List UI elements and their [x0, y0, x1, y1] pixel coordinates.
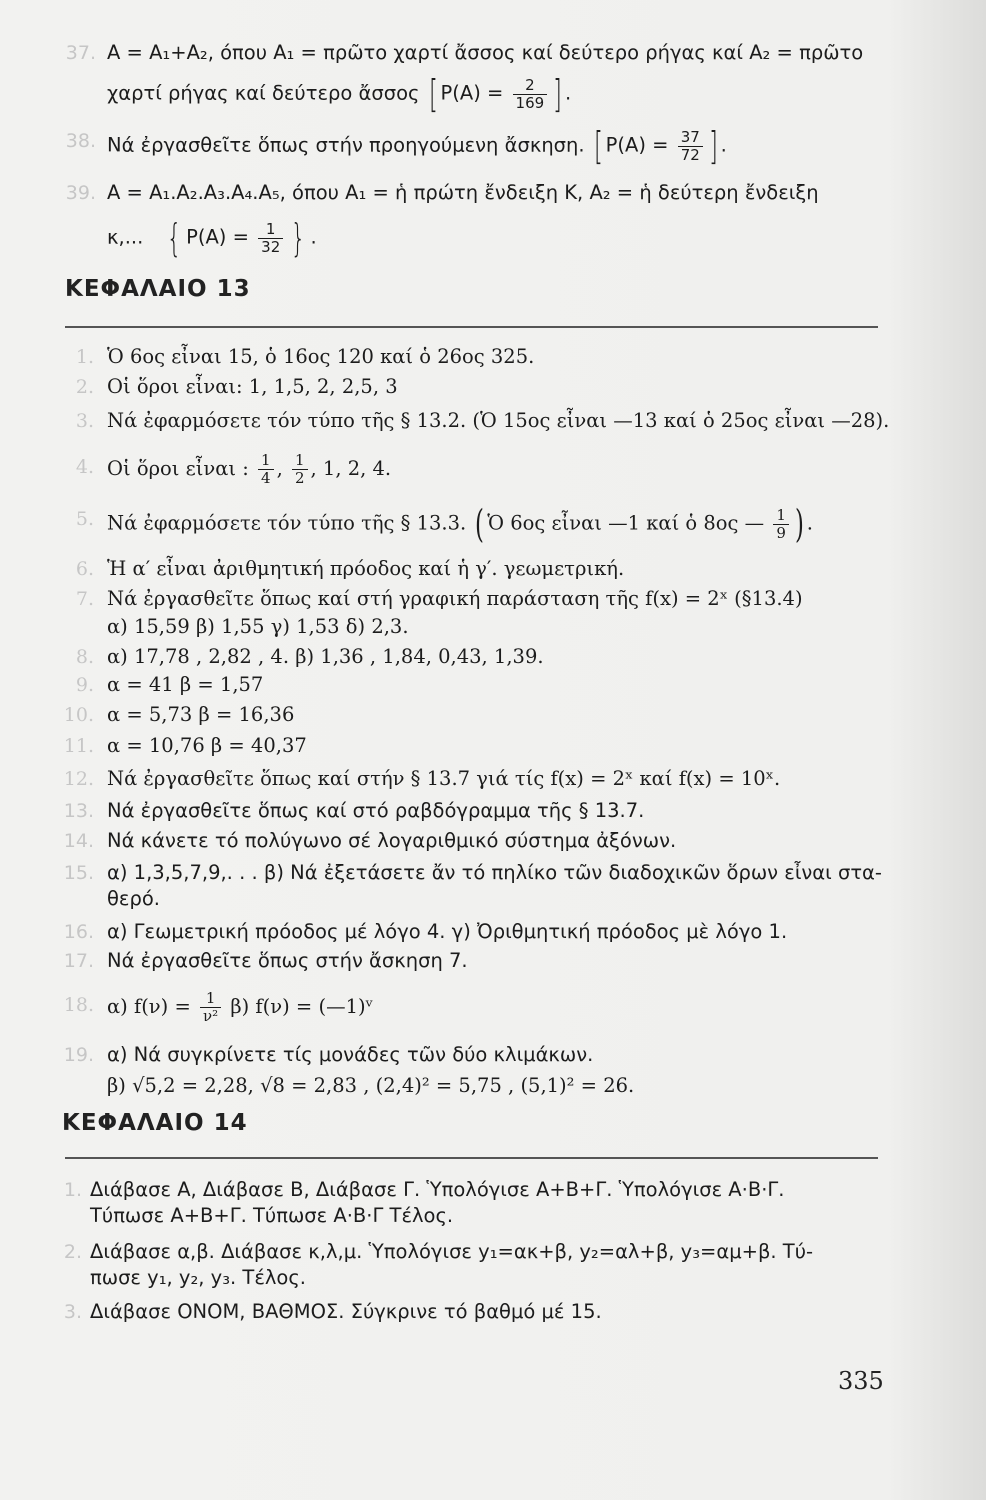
exercise-number: 3. [75, 410, 94, 432]
exercise-number: 10. [63, 704, 94, 726]
exercise-number: 5. [75, 508, 94, 530]
fraction: $\frac{1}{\text{ν²}}$ [200, 990, 221, 1025]
fraction-half: $\frac{1}{2}$ [292, 452, 308, 487]
fraction: $\frac{2}{169}$ [513, 77, 548, 112]
fraction: $\frac{1}{32}$ [258, 221, 283, 256]
exercise-text: α = 5,73 β = 16,36 [107, 703, 295, 726]
exercise-text: Νά ἐργασθεῖτε ὅπως καί στήν § 13.7 γιά τίς f(x) = 2ˣ καί f(x) = 10ˣ. [107, 767, 781, 790]
exercise-number: 6. [75, 558, 94, 580]
chapter-14-rule [65, 1157, 878, 1159]
exercise-text: Οἱ ὅροι εἶναι : [107, 457, 249, 480]
probability-label: P(A) = [186, 225, 249, 249]
exercise-text: Ἡ α′ εἶναι ἀριθμητική πρόοδος καί ἡ γ′. γεωμετρική. [107, 557, 625, 580]
probability-label: P(A) = [440, 81, 504, 105]
exercise-text-line1: α) 1,3,5,7,9,. . . β) Νά ἐξετάσετε ἄν τό πηλίκο τῶν διαδοχικῶν ὅρων εἶναι στα- [107, 861, 882, 884]
exercise-text: Οἱ ὅροι εἶναι: 1, 1,5, 2, 2,5, 3 [107, 375, 398, 398]
exercise-text: α) f(ν) = [107, 995, 191, 1018]
exercise-text-line2: πωσε y₁, y₂, y₃. Τέλος. [90, 1266, 306, 1289]
exercise-text: Νά ἐφαρμόσετε τόν τύπο τῆς § 13.3. [107, 511, 467, 535]
page-number: 335 [838, 1367, 884, 1395]
exercise-number: 14. [63, 830, 94, 852]
fraction: $\frac{37}{72}$ [678, 129, 703, 164]
exercise-number: 38. [65, 130, 96, 152]
exercise-number: 11. [63, 735, 94, 757]
exercise-text: Νά κάνετε τό πολύγωνο σέ λογαριθμικό σύστημα ἀξόνων. [107, 829, 677, 852]
exercise-text: Ὁ 6ος εἶναι 15, ὁ 16ος 120 καί ὁ 26ος 325. [107, 345, 535, 368]
exercise-number: 9. [75, 674, 94, 696]
exercise-number: 7. [75, 588, 94, 610]
chapter-14-heading: ΚΕΦΑΛΑΙΟ 14 [62, 1110, 248, 1136]
exercise-text-line1: α) Νά συγκρίνετε τίς μονάδες τῶν δύο κλιμάκων. [107, 1043, 594, 1066]
exercise-paren-text: Ὁ 6ος εἶναι —1 καί ὁ 8ος — [487, 511, 765, 535]
exercise-number: 2. [75, 376, 94, 398]
textbook-page: 37. A = A₁+A₂, όπου A₁ = πρῶτο χαρτί ἄσσος καί δεύτερο ρήγας καί A₂ = πρῶτο χαρτί ρήγας καί δεύτερο ἄσσος [ P(A) = $\frac{2}{169}$ ] . 38. Νά ἐργασθεῖτε ὅπως στήν προηγούμενη ἄσκηση. [ P(A) = $\frac{37}{72}$ ] . 39. A = A₁.A₂.A₃.A₄.A₅, όπου A₁ = ἡ πρώτη ἔνδειξη K, A₂ = ἡ δεύτερη ἔνδειξη κ,... { P(A) = $\frac{1}{32}$ } . ΚΕΦΑΛΑΙΟ 13 1. Ὁ 6ος εἶναι 15, ὁ 16ος 120 καί ὁ 26ος 325. 2. Οἱ ὅροι εἶναι: 1, 1,5, 2, 2,5, 3 3. Νά ἐφαρμόσετε τόν τύπο τῆς § 13.2. (Ὁ 15ος εἶναι —13 καί ὁ 25ος εἶναι —28). 4. Οἱ ὅροι εἶναι : $\frac{1}{4}$ , $\frac{1}{2}$ , 1, 2, 4. 5. Νά ἐφαρμόσετε τόν τύπο τῆς § 13.3. ( Ὁ 6ος εἶναι —1 καί ὁ 8ος — $\frac{1}{9}$ ) . 6. Ἡ α′ εἶναι ἀριθμητική πρόοδος καί ἡ γ′. γεωμετρική. 7. Νά ἐργασθεῖτε ὅπως καί στή γραφική παράσταση τῆς f(x) = 2ˣ (§13.4) α) 15,59 β) 1,55 γ) 1,53 δ) 2,3. 8. α) 17,78 , 2,82 , 4. β) 1,36 , 1,84, 0,43, 1,39. 9. α = 41 β = 1,57 10. α = 5,73 β = 16,36 11. α = 10,76 β = 40,37 12. Νά ἐργασθεῖτε ὅπως καί στήν § 13.7 γιά τίς f(x) = 2ˣ καί f(x) = 10ˣ. 13. Νά ἐργασθεῖτε ὅπως καί στό ραβδόγραμμα τῆς § 13.7. 14. Νά κάνετε τό πολύγωνο σέ λογαριθμικό σύστημα ἀξόνων. 15. α) 1,3,5,7,9,. . . β) Νά ἐξετάσετε ἄν τό πηλίκο τῶν διαδοχικῶν ὅρων εἶναι στα- θερό. 16. α) Γεωμετρική πρόοδος μέ λόγο 4. γ) Ὀριθμητική πρόοδος μὲ λόγο 1. 17. Νά ἐργασθεῖτε ὅπως στήν ἄσκηση 7. 18. α) f(ν) = $\frac{1}{\text{ν²}}$ β) f(ν) = (—1)ᵛ 19. α) Νά συγκρίνετε τίς μονάδες τῶν δύο κλιμάκων. β) √5,2 = 2,28, √8 = 2,83 , (2,4)² = 5,75 , (5,1)² = 26. ΚΕΦΑΛΑΙΟ 14 1. Διάβασε A, Διάβασε B, Διάβασε Γ. Ὑπολόγισε A+B+Γ. Ὑπολόγισε A·B·Γ. Τύπωσε A+B+Γ. Τύπωσε A·B·Γ Τέλος. 2. Διάβασε α,β. Διάβασε κ,λ,μ. Ὑπολόγισε y₁=ακ+β, y₂=αλ+β, y₃=αμ+β. Τύ- πωσε y₁, y₂, y₃. Τέλος. 3. Διάβασε ΟΝΟΜ, ΒΑΘΜΟΣ. Σύγκρινε τό βαθμό μέ 15. 335 [0, 0, 986, 1500]
exercise-number: 16. [63, 921, 94, 943]
exercise-text: α = 41 β = 1,57 [107, 673, 264, 696]
probability-label: P(A) = [605, 133, 669, 157]
exercise-text-line1: A = A₁+A₂, όπου A₁ = πρῶτο χαρτί ἄσσος καί δεύτερο ρήγας καί A₂ = πρῶτο [107, 41, 864, 64]
exercise-text-line1: Διάβασε α,β. Διάβασε κ,λ,μ. Ὑπολόγισε y₁=ακ+β, y₂=αλ+β, y₃=αμ+β. Τύ- [90, 1240, 814, 1263]
fraction-ninth: $\frac{1}{9}$ [773, 507, 789, 542]
exercise-number: 1. [75, 346, 94, 368]
exercise-text-line2: κ,... [107, 225, 144, 249]
exercise-text-line2: θερό. [107, 887, 160, 910]
exercise-number: 37. [65, 42, 96, 64]
chapter-13-heading: ΚΕΦΑΛΑΙΟ 13 [65, 276, 251, 302]
exercise-text: Νά ἐργασθεῖτε ὅπως καί στό ραβδόγραμμα τῆς § 13.7. [107, 799, 645, 822]
exercise-number: 2. [63, 1241, 82, 1263]
exercise-text-line2: β) √5,2 = 2,28, √8 = 2,83 , (2,4)² = 5,75 , (5,1)² = 26. [107, 1074, 635, 1097]
exercise-number: 3. [63, 1301, 82, 1323]
exercise-text-line2: α) 15,59 β) 1,55 γ) 1,53 δ) 2,3. [107, 615, 409, 638]
exercise-number: 17. [63, 950, 94, 972]
exercise-number: 13. [63, 800, 94, 822]
exercise-text: α) Γεωμετρική πρόοδος μέ λόγο 4. γ) Ὀριθμητική πρόοδος μὲ λόγο 1. [107, 920, 788, 943]
exercise-number: 4. [75, 456, 94, 478]
exercise-text-line1: A = A₁.A₂.A₃.A₄.A₅, όπου A₁ = ἡ πρώτη ἔνδειξη K, A₂ = ἡ δεύτερη ἔνδειξη [107, 181, 819, 204]
exercise-number: 8. [75, 646, 94, 668]
exercise-text: α = 10,76 β = 40,37 [107, 734, 307, 757]
exercise-text-line2: χαρτί ρήγας καί δεύτερο ἄσσος [107, 81, 420, 105]
exercise-number: 12. [63, 768, 94, 790]
exercise-text: Νά ἐφαρμόσετε τόν τύπο τῆς § 13.2. (Ὁ 15ος εἶναι —13 καί ὁ 25ος εἶναι —28). [107, 409, 890, 432]
exercise-number: 1. [63, 1179, 82, 1201]
exercise-number: 18. [63, 994, 94, 1016]
exercise-text-line1: Διάβασε A, Διάβασε B, Διάβασε Γ. Ὑπολόγισε A+B+Γ. Ὑπολόγισε A·B·Γ. [90, 1178, 785, 1201]
exercise-text: Νά ἐργασθεῖτε ὅπως στήν ἄσκηση 7. [107, 949, 468, 972]
chapter-13-rule [65, 326, 878, 328]
exercise-text: Νά ἐργασθεῖτε ὅπως στήν προηγούμενη ἄσκηση. [107, 133, 585, 157]
exercise-text-line1: Νά ἐργασθεῖτε ὅπως καί στή γραφική παράσταση τῆς f(x) = 2ˣ (§13.4) [107, 587, 803, 610]
exercise-number: 15. [63, 862, 94, 884]
exercise-text: α) 17,78 , 2,82 , 4. β) 1,36 , 1,84, 0,43, 1,39. [107, 645, 544, 668]
exercise-text-line2: Τύπωσε A+B+Γ. Τύπωσε A·B·Γ Τέλος. [90, 1204, 454, 1227]
fraction-quarter: $\frac{1}{4}$ [258, 452, 274, 487]
exercise-text: Διάβασε ΟΝΟΜ, ΒΑΘΜΟΣ. Σύγκρινε τό βαθμό μέ 15. [90, 1300, 602, 1323]
exercise-number: 39. [65, 182, 96, 204]
exercise-number: 19. [63, 1044, 94, 1066]
